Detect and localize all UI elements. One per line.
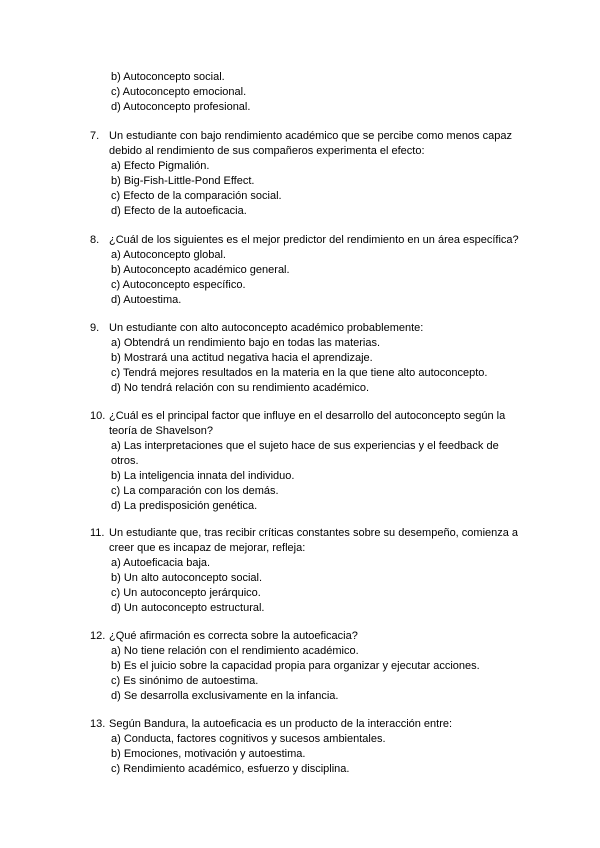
option-line: b) Emociones, motivación y autoestima.	[111, 748, 306, 760]
option-line: d) Autoconcepto profesional.	[111, 101, 251, 113]
question-number: 10.	[90, 410, 106, 422]
question-stem: Según Bandura, la autoeficacia es un producto de la interacción entre:	[109, 718, 453, 730]
option-line: b) Un alto autoconcepto social.	[111, 572, 263, 584]
question-number: 8.	[90, 234, 100, 246]
question-number: 11.	[90, 527, 105, 539]
option-line: b) Autoconcepto social.	[111, 71, 225, 83]
option-line: c) Autoconcepto emocional.	[111, 86, 247, 98]
option-line: c) Efecto de la comparación social.	[111, 190, 282, 202]
question-stem: teoría de Shavelson?	[109, 425, 213, 437]
option-line: c) Un autoconcepto jerárquico.	[111, 587, 261, 599]
question-stem: ¿Qué afirmación es correcta sobre la autoeficacia?	[109, 630, 358, 642]
question-stem: debido al rendimiento de sus compañeros experimenta el efecto:	[109, 145, 425, 157]
question-number: 12.	[90, 630, 106, 642]
question-stem: Un estudiante con alto autoconcepto académico probablemente:	[109, 322, 424, 334]
option-line: b) La inteligencia innata del individuo.	[111, 470, 295, 482]
option-line: c) Es sinónimo de autoestima.	[111, 675, 259, 687]
option-line: d) No tendrá relación con su rendimiento académico.	[111, 382, 370, 394]
question-stem: creer que es incapaz de mejorar, refleja:	[109, 542, 306, 554]
option-line: otros.	[111, 455, 139, 467]
option-line: d) Autoestima.	[111, 294, 182, 306]
option-line: a) No tiene relación con el rendimiento académico.	[111, 645, 359, 657]
option-line: d) Se desarrolla exclusivamente en la infancia.	[111, 690, 339, 702]
option-line: c) La comparación con los demás.	[111, 485, 279, 497]
option-line: b) Mostrará una actitud negativa hacia el aprendizaje.	[111, 352, 373, 364]
question-stem: Un estudiante con bajo rendimiento académico que se percibe como menos capaz	[109, 130, 512, 142]
option-line: a) Autoeficacia baja.	[111, 557, 211, 569]
option-line: a) Conducta, factores cognitivos y sucesos ambientales.	[111, 733, 386, 745]
question-stem: ¿Cuál es el principal factor que influye en el desarrollo del autoconcepto según la	[109, 410, 506, 422]
question-number: 13.	[90, 718, 106, 730]
option-line: c) Autoconcepto específico.	[111, 279, 246, 291]
option-line: c) Tendrá mejores resultados en la materia en la que tiene alto autoconcepto.	[111, 367, 488, 379]
option-line: d) Un autoconcepto estructural.	[111, 602, 265, 614]
option-line: a) Las interpretaciones que el sujeto hace de sus experiencias y el feedback de	[111, 440, 499, 452]
option-line: c) Rendimiento académico, esfuerzo y disciplina.	[111, 763, 350, 775]
question-number: 9.	[90, 322, 100, 334]
option-line: d) La predisposición genética.	[111, 500, 258, 512]
option-line: a) Efecto Pigmalión.	[111, 160, 210, 172]
option-line: a) Obtendrá un rendimiento bajo en todas las materias.	[111, 337, 381, 349]
option-line: d) Efecto de la autoeficacia.	[111, 205, 247, 217]
option-line: b) Es el juicio sobre la capacidad propia para organizar y ejecutar acciones.	[111, 660, 480, 672]
question-number: 7.	[90, 130, 100, 142]
option-line: b) Autoconcepto académico general.	[111, 264, 290, 276]
question-stem: Un estudiante que, tras recibir críticas constantes sobre su desempeño, comienza a	[109, 527, 519, 539]
question-stem: ¿Cuál de los siguientes es el mejor predictor del rendimiento en un área específica?	[109, 234, 519, 246]
option-line: b) Big-Fish-Little-Pond Effect.	[111, 175, 255, 187]
option-line: a) Autoconcepto global.	[111, 249, 226, 261]
